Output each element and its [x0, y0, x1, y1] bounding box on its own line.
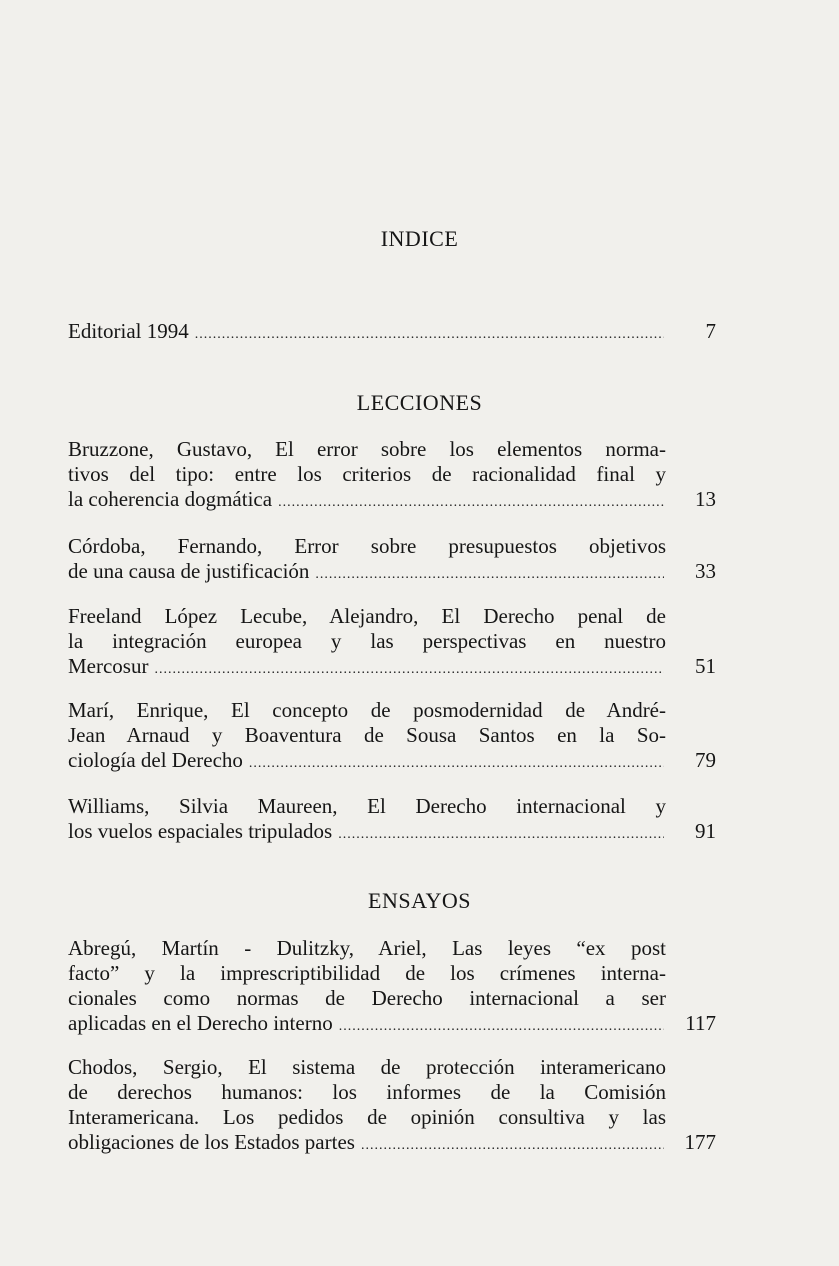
entry-line: Chodos, Sergio, El sistema de protección interamericano — [68, 1055, 666, 1079]
section-heading-lecciones: LECCIONES — [356, 390, 483, 415]
entry-line: los vuelos espaciales tripulados — [68, 819, 333, 843]
entry-line: aplicadas en el Derecho interno — [68, 1011, 333, 1035]
dot-leader — [339, 1014, 664, 1039]
entry-line: Bruzzone, Gustavo, El error sobre los elementos norma- — [68, 437, 666, 461]
page-number: 33 — [695, 559, 716, 583]
dot-leader — [154, 657, 664, 682]
entry-line: cionales como normas de Derecho internacional a ser — [68, 986, 666, 1010]
section-heading-ensayos: ENSAYOS — [368, 888, 471, 913]
entry-line: facto” y la imprescriptibilidad de los crímenes interna- — [68, 961, 666, 985]
page-number: 117 — [685, 1011, 716, 1035]
entry-title: Editorial 1994 — [68, 319, 189, 343]
entry-line: ciología del Derecho — [68, 748, 243, 772]
page-number: 7 — [705, 319, 716, 343]
toc-entry[interactable] — [68, 794, 716, 847]
entry-line: la integración europea y las perspectivas en nuestro — [68, 629, 666, 653]
entry-line: Abregú, Martín - Dulitzky, Ariel, Las leyes “ex post — [68, 936, 666, 960]
toc-entry[interactable] — [68, 437, 716, 515]
toc-entry[interactable] — [68, 604, 716, 682]
toc-entry[interactable] — [68, 698, 716, 776]
toc-entry[interactable] — [68, 936, 716, 1039]
entry-line: Marí, Enrique, El concepto de posmodernidad de André- — [68, 698, 666, 722]
dot-leader — [338, 822, 664, 847]
page-number: 79 — [695, 748, 716, 772]
dot-leader — [195, 322, 664, 347]
entry-line: Freeland López Lecube, Alejandro, El Derecho penal de — [68, 604, 666, 628]
dot-leader — [315, 562, 664, 587]
dot-leader — [361, 1133, 664, 1158]
entry-line: tivos del tipo: entre los criterios de racionalidad final y — [68, 462, 666, 486]
entry-line: de derechos humanos: los informes de la Comisión — [68, 1080, 666, 1104]
entry-line: la coherencia dogmática — [68, 487, 273, 511]
dot-leader — [278, 490, 664, 515]
toc-entry[interactable] — [68, 1055, 716, 1158]
toc-entry-editorial[interactable] — [68, 319, 716, 347]
toc-entry[interactable] — [68, 534, 716, 587]
entry-line: Mercosur — [68, 654, 149, 678]
page-number: 13 — [695, 487, 716, 511]
page-number: 51 — [695, 654, 716, 678]
page-number: 177 — [684, 1130, 716, 1154]
entry-line: Jean Arnaud y Boaventura de Sousa Santos en la So- — [68, 723, 666, 747]
entry-line: Interamericana. Los pedidos de opinión consultiva y las — [68, 1105, 666, 1129]
entry-line: Williams, Silvia Maureen, El Derecho internacional y — [68, 794, 666, 818]
entry-line: de una causa de justificación — [68, 559, 310, 583]
dot-leader — [249, 751, 664, 776]
entry-line: Córdoba, Fernando, Error sobre presupuestos objetivos — [68, 534, 666, 558]
index-title: INDICE — [380, 226, 459, 251]
entry-line: obligaciones de los Estados partes — [68, 1130, 355, 1154]
page-number: 91 — [695, 819, 716, 843]
